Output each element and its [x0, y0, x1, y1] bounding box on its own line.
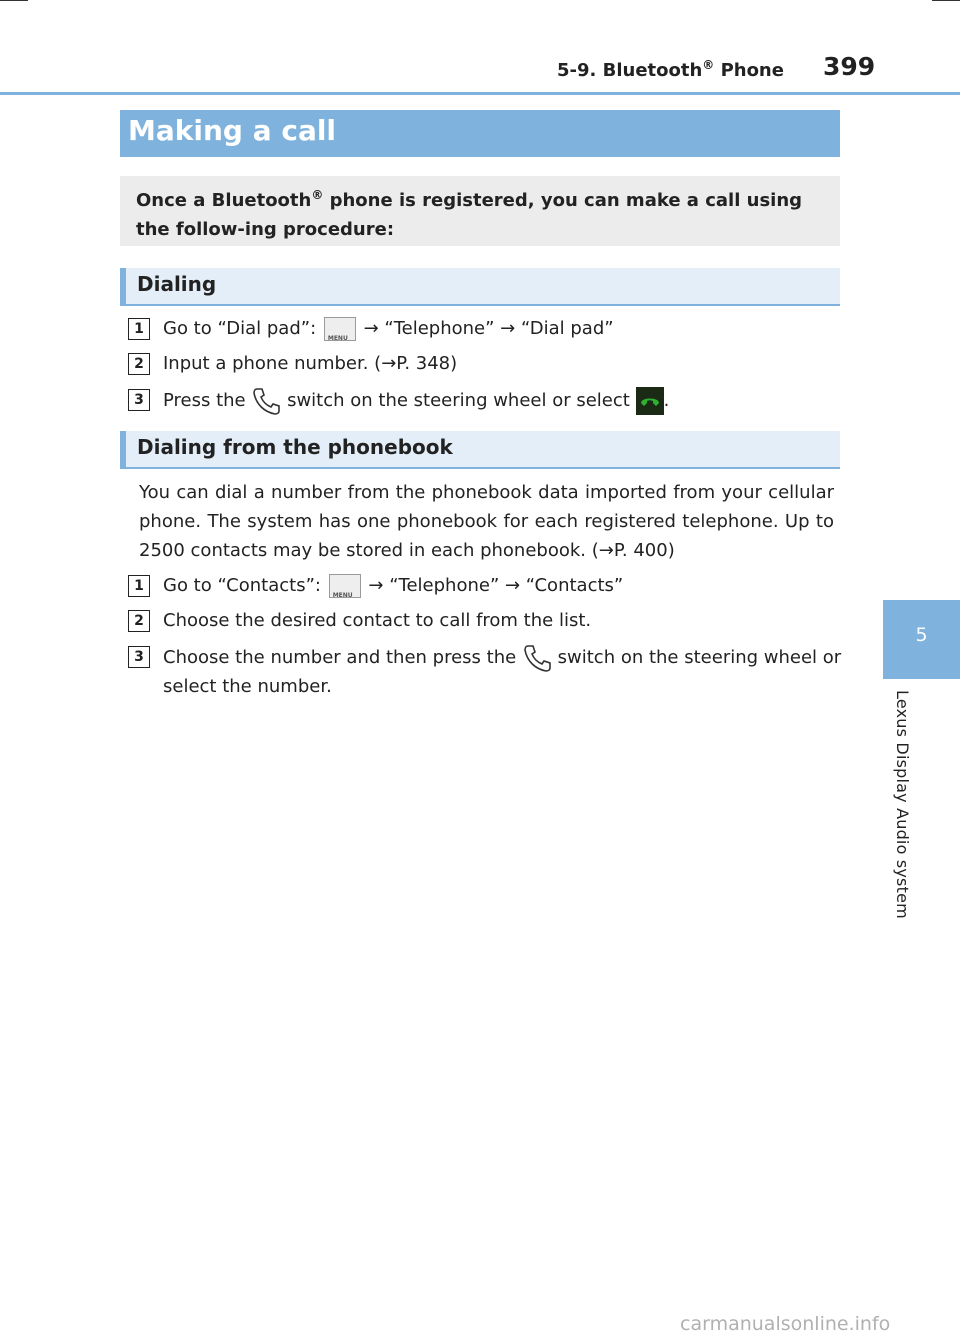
step-item: [128, 315, 840, 345]
step-text: Choose the number and then press the switch on the steering wheel or select the number.: [163, 643, 841, 701]
section-heading-dialing: [120, 268, 840, 306]
section-accent: [120, 268, 126, 304]
menu-icon: MENU: [329, 574, 361, 598]
crop-mark-left: [0, 0, 28, 1]
chapter-tab: [883, 600, 960, 679]
section-heading-label: Dialing from the phonebook: [137, 435, 453, 459]
step-text: Go to “Dial pad”: MENU → “Telephone” → “Dial pad”: [163, 318, 614, 342]
step-number: 2: [128, 353, 150, 375]
step-item: [128, 643, 840, 703]
page-title: Making a call: [128, 114, 337, 147]
chapter-label: Lexus Display Audio system: [893, 690, 912, 919]
intro-text: Once a Bluetooth® phone is registered, you can make a call using the follow-ing procedure:: [136, 188, 803, 240]
section-accent: [120, 431, 126, 467]
step-number: 3: [128, 646, 150, 668]
step-number: 1: [128, 575, 150, 597]
step-text: Go to “Contacts”: MENU → “Telephone” → “Contacts”: [163, 575, 624, 599]
green-phone-icon: [636, 387, 664, 415]
phonebook-paragraph: You can dial a number from the phonebook data imported from your cellular phone. The system has one phonebook for each registered telephone. Up to 2500 contacts may be stored in each phonebook. (→P. 400): [139, 482, 834, 561]
step-item: [128, 607, 840, 637]
crop-mark-right: [932, 0, 960, 1]
step-text: Press the switch on the steering wheel or select .: [163, 386, 669, 416]
step-text: Input a phone number. (→P. 348): [163, 353, 458, 374]
step-item: [128, 350, 840, 380]
section-heading-phonebook: [120, 431, 840, 469]
phone-icon: [522, 643, 552, 673]
step-item: [128, 572, 840, 602]
watermark: carmanualsonline.info: [680, 1313, 891, 1335]
phone-icon: [251, 386, 281, 416]
step-number: 2: [128, 610, 150, 632]
chapter-number: 5: [915, 624, 928, 646]
step-number: 3: [128, 389, 150, 411]
header-rule: [0, 92, 960, 95]
page-number: 399: [823, 52, 876, 81]
section-heading-label: Dialing: [137, 272, 217, 296]
step-number: 1: [128, 318, 150, 340]
step-text: Choose the desired contact to call from the list.: [163, 610, 592, 631]
step-item: [128, 386, 840, 416]
running-header: 5-9. Bluetooth® Phone: [557, 58, 784, 81]
menu-icon: MENU: [324, 317, 356, 341]
